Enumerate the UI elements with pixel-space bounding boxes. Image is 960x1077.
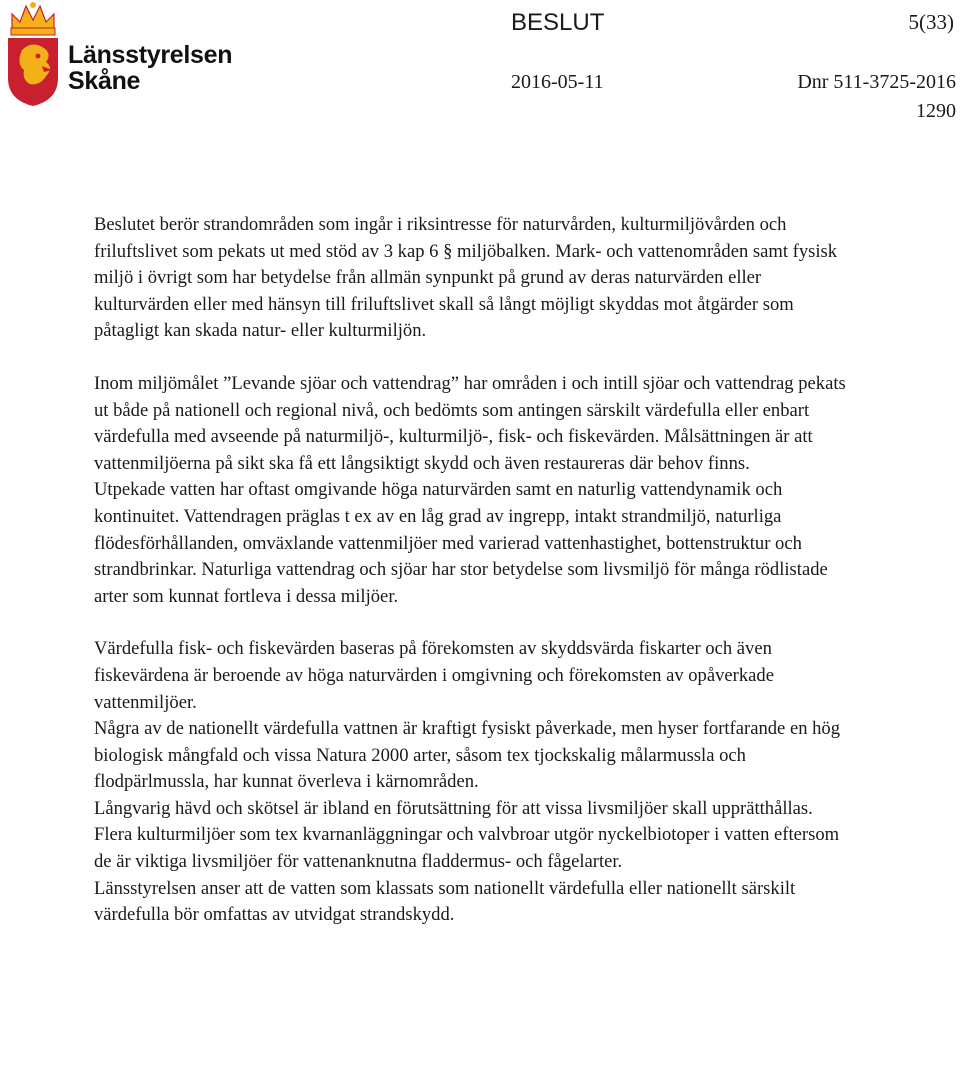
page-number: 5(33) [908, 10, 954, 34]
document-type: BESLUT [511, 9, 605, 36]
agency-name-line2: Skåne [68, 67, 141, 95]
agency-name-line1: Länsstyrelsen [68, 41, 233, 69]
document-date: 2016-05-11 [511, 71, 604, 93]
agency-logo [0, 0, 233, 112]
diary-number-suffix: 1290 [916, 100, 956, 122]
griffin-crest-icon [2, 0, 64, 108]
paragraph-nationellt-vardefulla: Några av de nationellt värdefulla vattnen är kraftigt fysiskt påverkade, men hyser fortfarande en hög biologisk mångfald och vissa Natura 2000 arter, såsom tex tjockskalig målarmussla och flodpärlmussla, har kunnat överleva i kärnområden. [94, 718, 841, 793]
paragraph-havd-skotsel: Långvarig hävd och skötsel är ibland en förutsättning för att vissa livsmiljöer skall upprätthållas. Flera kulturmiljöer som tex kvarnanläggningar och valvbroar utgör nyckelbiotoper i vatten eftersom de är viktiga livsmiljöer för vattenanknutna fladdermus- och fågelarter. [94, 797, 840, 873]
paragraph-utpekade-vatten: Utpekade vatten har oftast omgivande höga naturvärden samt en naturlig vattendynamik och kontinuitet. Vattendragen präglas t ex av en låg grad av ingrepp, intakt strandmiljö, naturliga flödesförhållanden, omväxlande vattenmiljöer med varierad vattenhastighet, bottenstruktur och strandbrinkar. Naturliga vattendrag och sjöar har stor betydelse som livsmiljö för många rödlistade arter som kunnat fortleva i dessa miljöer. [94, 479, 828, 607]
paragraph-riksintresse: Beslutet berör strandområden som ingår i riksintresse för naturvården, kulturmiljövården och friluftslivet som pekats ut med stöd av 3 kap 6 § miljöbalken. Mark- och vattenområden samt fysisk miljö i övrigt som har betydelse från allmän synpunkt på grund av deras naturvärden eller kulturvärden eller med hänsyn till friluftslivet skall så långt möjligt skyddas mot åtgärder som påtagligt kan skada natur- eller kulturmiljön. [94, 214, 838, 342]
paragraph-lansstyrelsen-anser: Länsstyrelsen anser att de vatten som klassats som nationellt värdefulla eller nationellt särskilt värdefulla bör omfattas av utvidgat strandskydd. [94, 877, 796, 926]
agency-name [68, 42, 232, 94]
diary-number: Dnr 511-3725-2016 [797, 71, 956, 93]
paragraph-miljomal: Inom miljömålet ”Levande sjöar och vattendrag” har områden i och intill sjöar och vattendrag pekats ut både på nationell och regional nivå, och bedömts som antingen särskilt värdefulla eller enbart värdefulla med avseende på naturmiljö-, kulturmiljö-, fisk- och fiskevärden. Målsättningen är att vattenmiljöerna på sikt ska få ett långsiktigt skydd och även restaureras där behov finns. [94, 372, 846, 474]
document-body [94, 212, 854, 929]
paragraph-fiskevarden: Värdefulla fisk- och fiskevärden baseras på förekomsten av skyddsvärda fiskarter och även fiskevärdena är beroende av höga naturvärden i omgivning och förekomsten av opåverkade vattenmiljöer. [94, 638, 774, 713]
